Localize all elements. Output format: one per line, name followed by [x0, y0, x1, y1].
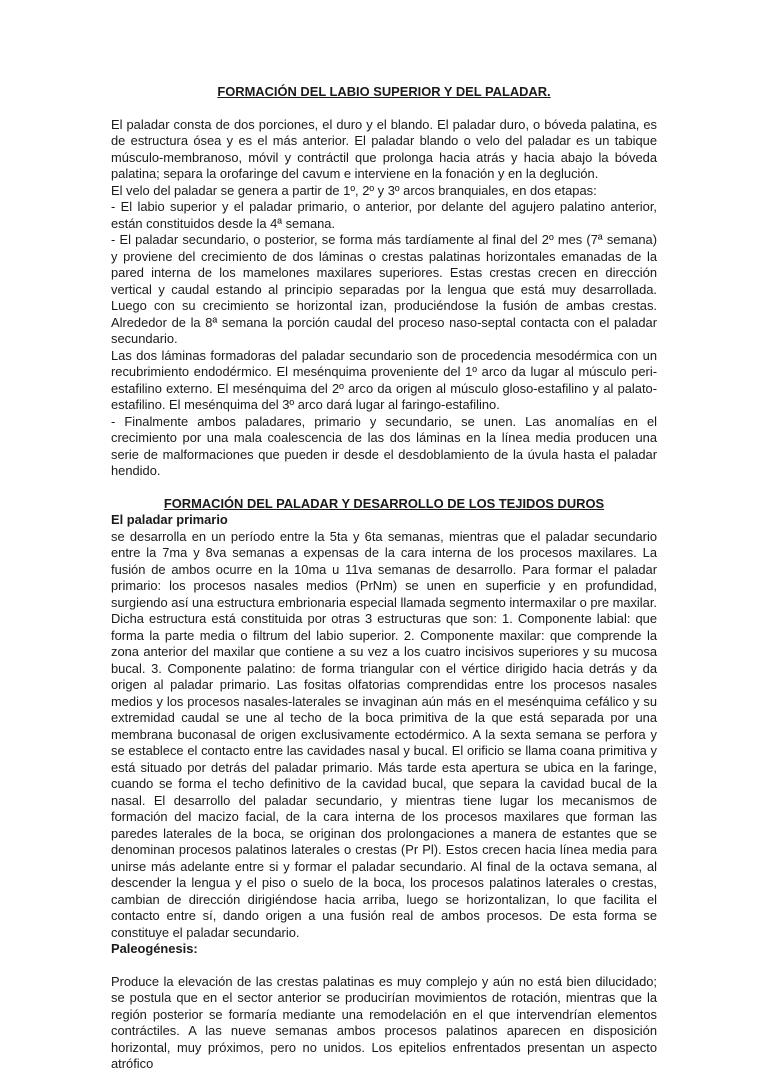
- section-title-labio-paladar: FORMACIÓN DEL LABIO SUPERIOR Y DEL PALADAR.: [217, 84, 551, 99]
- spacer: [111, 480, 657, 496]
- subheading-paladar-primario: El paladar primario: [111, 512, 228, 527]
- paragraph-3: - El labio superior y el paladar primario, o anterior, por delante del agujero palatino anterior, están constituidos desde la 4ª semana.: [111, 199, 657, 231]
- paragraph-2: El velo del paladar se genera a partir de 1º, 2º y 3º arcos branquiales, en dos etapas:: [111, 182, 597, 198]
- spacer: [111, 958, 657, 974]
- paragraph-6: - Finalmente ambos paladares, primario y secundario, se unen. Las anomalías en el crecimiento por una mala coalescencia de las dos láminas en la línea media producen una serie de malformaciones que pueden ir desde el desdoblamiento de la úvula hasta el paladar hendido.: [111, 413, 657, 478]
- paragraph-5: Las dos láminas formadoras del paladar secundario son de procedencia mesodérmica con un recubrimiento endodérmico. El mesénquima proveniente del 1º arco da lugar al músculo peri-estafilino externo. El mesénquima del 2º arco da origen al músculo gloso-estafilino y al palato-estafilino. El mesénquima del 3º arco dará lugar al faringo-estafilino.: [111, 347, 657, 412]
- paragraph-1: El paladar consta de dos porciones, el duro y el blando. El paladar duro, o bóveda palatina, es de estructura ósea y es el más anterior. El paladar blando o velo del paladar es un tabique músculo-membranoso, móvil y contráctil que prolonga hacia atrás y hacia abajo la bóveda palatina; separa la orofaringe del cavum e interviene en la fonación y en la deglución.: [111, 116, 657, 181]
- subheading-paleogenesis: Paleogénesis:: [111, 941, 198, 956]
- paragraph-paleogenesis: Produce la elevación de las crestas palatinas es muy complejo y aún no está bien dilucidado; se postula que en el sector anterior se producirían movimientos de rotación, mientras que la región posterior se formaría mediante una remodelación en el que intervendrían elementos contráctiles. A las nueve semanas ambos procesos palatinos aparecen en disposición horizontal, muy próximos, pero no unidos. Los epitelios enfrentados presentan un aspecto atrófico: [111, 973, 657, 1071]
- paragraph-4: - El paladar secundario, o posterior, se forma más tardíamente al final del 2º mes (7ª semana) y proviene del crecimiento de dos láminas o crestas palatinas horizontales emanadas de la pared interna de los mamelones maxilares superiores. Estas crestas crecen en dirección vertical y caudal estando al principio separadas por la lengua que está muy desarrollada. Luego con su crecimiento se horizontal izan, produciéndose la fusión de ambas crestas. Alrededor de la 8ª semana la porción caudal del proceso naso-septal contacta con el paladar secundario.: [111, 232, 657, 346]
- paragraph-paladar-primario: se desarrolla en un período entre la 5ta y 6ta semanas, mientras que el paladar secundario entre la 7ma y 8va semanas a expensas de la cara interna de los procesos maxilares. La fusión de ambos ocurre en la 10ma u 11va semanas de desarrollo. Para formar el paladar primario: los procesos nasales medios (PrNm) se unen en superficie y en profundidad, surgiendo así una estructura embrionaria especial llamada segmento intermaxilar o pre maxilar. Dicha estructura está constituida por otras 3 estructuras que son: 1. Componente labial: que forma la parte media o filtrum del labio superior. 2. Componente maxilar: que comprende la zona anterior del maxilar que contiene a su vez a los cuatro incisivos superiores y su mucosa bucal. 3. Componente palatino: de forma triangular con el vértice dirigido hacia detrás y da origen al paladar primario. Las fositas olfatorias comprendidas entre los procesos nasales medios y los procesos nasales-laterales se invaginan aún más en el mesénquima cefálico y su extremidad caudal se une al techo de la boca primitiva de la que está separada por una membrana buconasal de origen exclusivamente ectodérmico. A la sexta semana se perfora y se establece el contacto entre las cavidades nasal y bucal. El orificio se llama coana primitiva y está situado por detrás del paladar primario. Más tarde esta apertura se ubica en la faringe, cuando se forma el techo definitivo de la cavidad bucal, que separa la cavidad bucal de la nasal. El desarrollo del paladar secundario, y mientras tiene lugar los mecanismos de formación del macizo facial, de la cara interna de los procesos maxilares que forman las paredes laterales de la boca, se originan dos prolongaciones a manera de estantes que se denominan procesos palatinos laterales o crestas (Pr Pl). Estos crecen hacia línea media para unirse más adelante entre si y formar el paladar secundario. Al final de la octava semana, al descender la lengua y el piso o suelo de la boca, los procesos palatinos laterales o crestas, cambian de dirección dirigiéndose hacia arriba, luego se horizontalizan, lo que facilita el contacto entre sí, dando origen a una fusión real de ambos procesos. De esta forma se constituye el paladar secundario.: [111, 528, 657, 940]
- section-title-desarrollo-tejidos: FORMACIÓN DEL PALADAR Y DESARROLLO DE LOS TEJIDOS DUROS: [163, 495, 605, 511]
